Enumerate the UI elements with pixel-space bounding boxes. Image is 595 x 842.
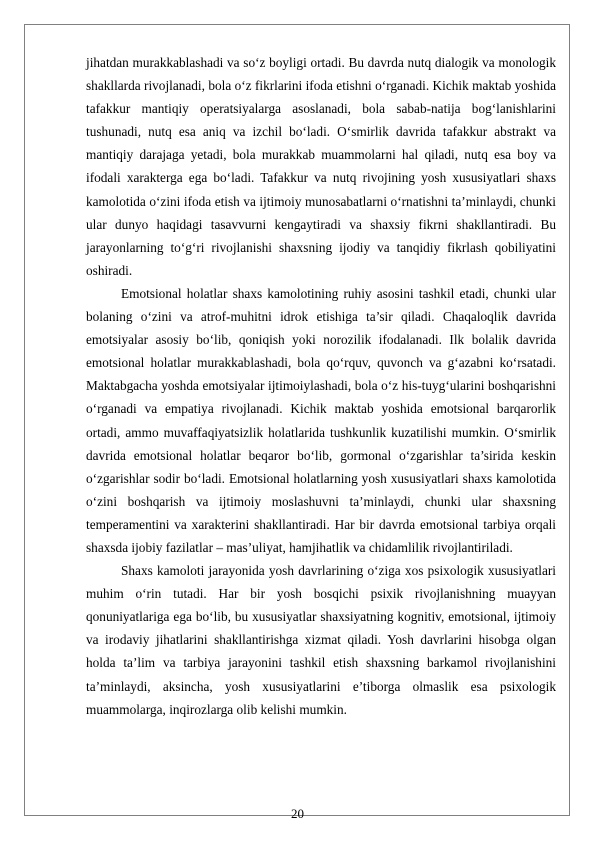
page-body	[86, 51, 556, 721]
paragraph-3: Shaxs kamoloti jarayonida yosh davrlarining o‘ziga xos psixologik xususiyatlari muhim o‘rin tutadi. Har bir yosh bosqichi psixik rivojlanishning muayyan qonuniyatlariga ega bo‘lib, bu xususiyatlar shaxsiyatning kognitiv, emotsional, ijtimoiy va irodaviy jihatlarini shakllantirishga xizmat qiladi. Yosh davrlarini hisobga olgan holda ta’lim va tarbiya jarayonini tashkil etish shaxsning barkamol rivojlanishini ta’minlaydi, aksincha, yosh xususiyatlarini e’tiborga olmaslik esa psixologik muammolarga, inqirozlarga olib kelishi mumkin.	[86, 563, 556, 717]
paragraph-2: Emotsional holatlar shaxs kamolotining ruhiy asosini tashkil etadi, chunki ular bolaning o‘zini va atrof-muhitni idrok etishiga ta’sir qiladi. Chaqaloqlik davrida emotsiyalar asosiy bo‘lib, qoniqish yoki norozilik ifodalanadi. Ilk bolalik davrida emotsional holatlar murakkablashadi, bola qo‘rquv, quvonch va g‘azabni ko‘rsatadi. Maktabgacha yoshda emotsiyalar ijtimoiylashadi, bola o‘z his-tuyg‘ularini boshqarishni o‘rganadi va empatiya rivojlanadi. Kichik maktab yoshida emotsional barqarorlik ortadi, ammo muvaffaqiyatsizlik holatlarida tushkunlik kuzatilishi mumkin. O‘smirlik davrida emotsional holatlar beqaror bo‘lib, gormonal o‘zgarishlar ta’sirida keskin o‘zgarishlar sodir bo‘ladi. Emotsional holatlarning yosh xususiyatlari shaxs kamolotida o‘zini boshqarish va ijtimoiy moslashuvni ta’minlaydi, chunki ular shaxsning temperamentini va xarakterini shakllantiradi. Har bir davrda emotsional tarbiya orqali shaxsda ijobiy fazilatlar – mas’uliyat, hamjihatlik va chidamlilik rivojlantiriladi.	[86, 285, 556, 555]
page-number: 20	[291, 806, 304, 821]
paragraph-1: jihatdan murakkablashadi va so‘z boyligi ortadi. Bu davrda nutq dialogik va monologik shakllarda rivojlanadi, bola o‘z fikrlarini ifoda etishni o‘rganadi. Kichik maktab yoshida tafakkur mantiqiy operatsiyalarga asoslanadi, bola sabab-natija bog‘lanishlarini tushunadi, nutq esa aniq va izchil bo‘ladi. O‘smirlik davrida tafakkur abstrakt va mantiqiy darajaga yetadi, bola murakkab muammolarni hal qiladi, nutq esa boy va ifodali xarakterga ega bo‘ladi. Tafakkur va nutq rivojining yosh xususiyatlari shaxs kamolotida o‘zini ifoda etish va ijtimoiy munosabatlarni o‘rnatishni ta’minlaydi, chunki ular dunyo haqidagi tasavvurni kengaytiradi va shaxsiy fikrni shakllantiradi. Bu jarayonlarning to‘g‘ri rivojlanishi shaxsning ijodiy va tanqidiy fikrlash qobiliyatini oshiradi.	[86, 55, 556, 278]
